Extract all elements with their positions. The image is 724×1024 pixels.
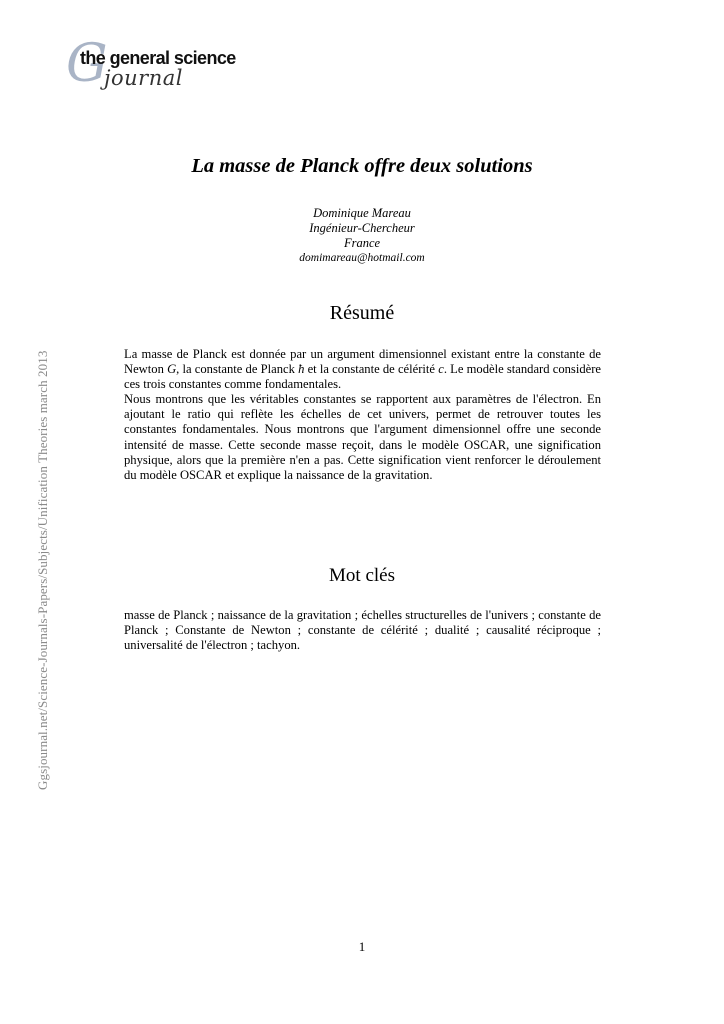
abstract-p1-text-a: La masse de Planck est donnée par un argument dimensionnel existant entre la constante de Newton: [124, 347, 601, 377]
logo-mark-icon: G: [66, 34, 108, 94]
abstract-p1-text-b: , la constante de Planck: [176, 362, 299, 377]
author-block: [0, 206, 724, 266]
keywords-text: masse de Planck ; naissance de la gravitation ; échelles structurelles de l'univers ; constante de Planck ; Constante de Newton ; constante de célérité ; dualité ; causalité réciproque ; universalité de l'électron ; tachyon.: [124, 608, 601, 653]
abstract-body: [124, 347, 601, 483]
paper-title: La masse de Planck offre deux solutions: [191, 155, 533, 177]
abstract-p1-text-end: . Le modèle standard considère ces trois constantes comme fondamentales.: [124, 362, 601, 392]
abstract-paragraph-2: Nous montrons que les véritables constantes se rapportent aux paramètres de l'électron. En ajoutant le ratio qui reflète les échelles de cet univers, permet de retrouver toutes les constantes fondamentales. Nous montrons que l'argument dimensionnel offre une seconde intensité de masse. Cette seconde masse reçoit, dans le modèle OSCAR, une signification physique, alors que la première n'en a pas. Cette signification vient renforcer le déroulement du modèle OSCAR et explique la naissance de la gravitation.: [124, 392, 601, 482]
journal-logo: [66, 34, 256, 94]
logo-title: the general science: [80, 48, 236, 68]
logo-subtitle: journal: [104, 66, 183, 90]
page-number: 1: [358, 939, 366, 954]
abstract-paragraph-1: [124, 347, 601, 392]
author-name: Dominique Mareau: [313, 206, 411, 220]
abstract-p1-text-c: et la constante de célérité: [304, 362, 439, 377]
symbol-c: c: [438, 362, 444, 377]
author-role: Ingénieur-Chercheur: [309, 221, 415, 235]
symbol-hbar: ħ: [298, 362, 305, 377]
keywords-body: [124, 608, 601, 653]
author-country: France: [343, 236, 381, 250]
symbol-G: G: [167, 362, 177, 377]
keywords-heading: Mot clés: [329, 565, 395, 586]
abstract-heading: Résumé: [329, 302, 395, 324]
author-email[interactable]: domimareau@hotmail.com: [299, 252, 425, 264]
sidebar-source-url: Ggsjournal.net/Science-Journals-Papers/Subjects/Unification Theories march 2013: [35, 350, 50, 790]
